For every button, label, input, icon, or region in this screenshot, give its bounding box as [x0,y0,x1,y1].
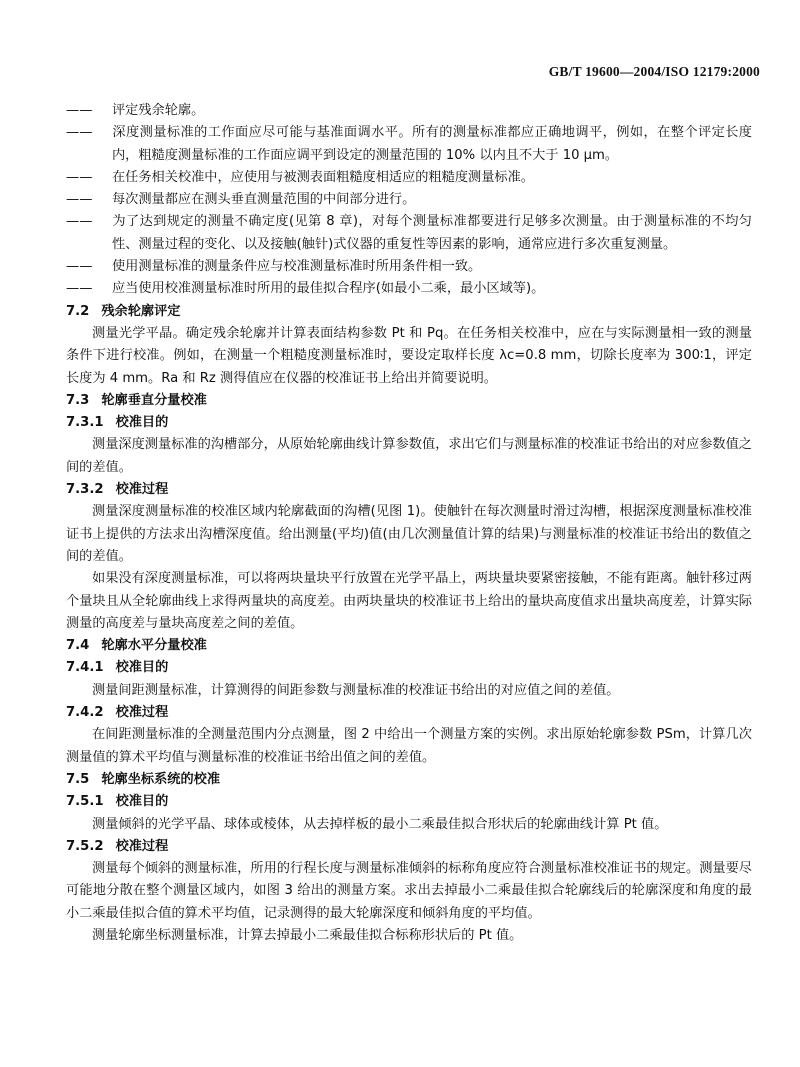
paragraph: 测量倾斜的光学平晶、球体或棱体，从去掉样板的最小二乘最佳拟合形状后的轮廓曲线计算 Pt 值。 [92,816,668,832]
paragraph: 测量每个倾斜的测量标准，所用的行程长度与测量标准倾斜的标称角度应符合测量标准校准证书的规定。测量要尽可能地分散在整个测量区域内，如图 3 给出的测量方案。求出去掉最小二乘最佳拟合轮廓线后的轮廓深度和角度的最小二乘最佳拟合值的算术平均值，记录测得的最大轮廓深度和倾斜角度的平均值。 [66,861,752,921]
paragraph: 测量间距测量标准，计算测得的间距参数与测量标准的校准证书给出的对应值之间的差值。 [92,682,620,698]
list-item: —— 应当使用校准测量标准时所用的最佳拟合程序(如最小二乘，最小区域等)。 [66,278,752,300]
list-item: —— 使用测量标准的测量条件应与校准测量标准时所用条件相一致。 [66,256,752,278]
list-item: —— 每次测量都应在测头垂直测量范围的中间部分进行。 [66,189,752,211]
section-heading-7-3-2: 7.3.2 校准过程 [66,482,169,498]
section-heading-7-5: 7.5 轮廓坐标系统的校准 [66,771,221,787]
section-heading-7-4: 7.4 轮廓水平分量校准 [66,638,207,654]
dash-mark: —— [66,259,93,275]
list-item: —— 深度测量标准的工作面应尽可能与基准面调水平。所有的测量标准都应正确地调平，例如，在整个评定长度内，粗糙度测量标准的工作面应调平到设定的测量范围的 10% 以内且不大于 10 μm。 [66,122,752,167]
dash-mark: —— [66,103,93,118]
paragraph: 测量深度测量标准的校准区域内轮廓截面的沟槽(见图 1)。使触针在每次测量时滑过沟槽，根据深度测量标准校准证书上提供的方法求出沟槽深度值。给出测量(平均)值(由几次测量值计算的结果)与测量标准的校准证书给出的数值之间的差值。 [66,504,752,564]
paragraph: 在间距测量标准的全测量范围内分点测量，图 2 中给出一个测量方案的实例。求出原始轮廓参数 PSm，计算几次测量值的算术平均值与测量标准的校准证书给出值之间的差值。 [66,727,752,765]
paragraph: 测量深度测量标准的沟槽部分，从原始轮廓曲线计算参数值，求出它们与测量标准的校准证书给出的对应参数值之间的差值。 [66,437,752,475]
list-item: —— 评定残余轮廓。 [66,100,752,122]
section-heading-7-4-1: 7.4.1 校准目的 [66,660,169,676]
section-heading-7-2: 7.2 残余轮廓评定 [66,303,181,319]
section-heading-7-5-2: 7.5.2 校准过程 [66,838,169,854]
paragraph: 测量光学平晶。确定残余轮廓并计算表面结构参数 Pt 和 Pq。在任务相关校准中，应在与实际测量相一致的测量条件下进行校准。例如，在测量一个粗糙度测量标准时，要设定取样长度 λc=0.8 mm，切除长度率为 300∶1，评定长度为 4 mm。Ra 和 Rz 测得值应在仪器的校准证书上给出并简要说明。 [66,325,752,386]
dash-mark: —— [66,169,93,185]
paragraph: 如果没有深度测量标准，可以将两块量块平行放置在光学平晶上，两块量块要紧密接触，不能有距离。触针移过两个量块且从全轮廓曲线上求得两量块的高度差。由两块量块的校准证书上给出的量块高度值求出量块高度差，计算实际测量的高度差与量块高度差之间的差值。 [66,571,752,631]
section-heading-7-3-1: 7.3.1 校准目的 [66,415,169,431]
list-item: —— 在任务相关校准中，应使用与被测表面粗糙度相适应的粗糙度测量标准。 [66,167,752,189]
paragraph: 测量轮廓坐标测量标准，计算去掉最小二乘最佳拟合标称形状后的 Pt 值。 [92,927,523,943]
section-heading-7-5-1: 7.5.1 校准目的 [66,794,169,810]
dash-mark: —— [66,192,93,208]
document-body [66,100,752,947]
dash-mark: —— [66,281,93,297]
standard-header: GB/T 19600—2004/ISO 12179:2000 [548,64,760,79]
list-item: —— 为了达到规定的测量不确定度(见第 8 章)，对每个测量标准都要进行足够多次测量。由于测量标准的不均匀性、测量过程的变化、以及接触(触针)式仪器的重复性等因素的影响，通常应进行多次重复测量。 [66,211,752,256]
section-heading-7-3: 7.3 轮廓垂直分量校准 [66,392,207,408]
dash-mark: —— [66,125,93,141]
dash-mark: —— [66,214,93,230]
section-heading-7-4-2: 7.4.2 校准过程 [66,705,169,721]
